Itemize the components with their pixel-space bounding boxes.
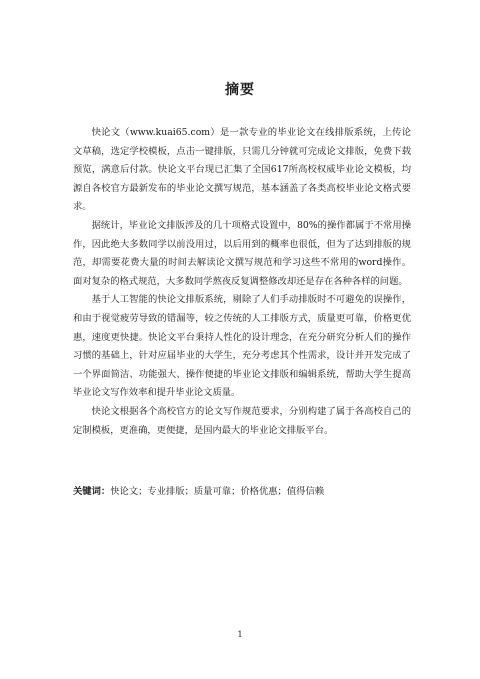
abstract-paragraph-4: 快论文根据各个高校官方的论文写作规范要求，分别构建了属于各高校自己的定制模板，更准确，更便捷，是国内最大的毕业论文排版平台。 [73,405,411,436]
abstract-paragraph-2: 据统计，毕业论文排版涉及的几十项格式设置中，80%的操作都属于不常用操作，因此绝大多数同学以前没用过，以后用到的概率也很低，但为了达到排版的规范，却需要花费大量的时间去解读论文撰写规范和学习这些不常用的word操作。面对复杂的格式规范，大多数同学熬夜反复调整修改却还是存在各种各样的问题。 [73,219,411,287]
abstract-paragraph-1: 快论文（www.kuai65.com）是一款专业的毕业论文在线排版系统，上传论文草稿，选定学校模板，点击一键排版，只需几分钟就可完成论文排版，免费下载预览，满意后付款。快论文平台现已汇集了全国617所高校权威毕业论文模板，均源自各校官方最新发布的毕业论文撰写规范，基本涵盖了各类高校毕业论文格式要求。 [73,127,411,213]
abstract-paragraph-3: 基于人工智能的快论文排版系统，剔除了人们手动排版时不可避免的误操作，和由于视觉疲劳导致的错漏等，较之传统的人工排版方式，质量更可靠，价格更优惠，速度更快捷。快论文平台秉持人性化的设计理念，在充分研究分析人们的操作习惯的基础上，针对应届毕业的大学生，充分考虑其个性需求，设计并开发完成了一个界面简洁、功能强大、操作便捷的毕业论文排版和编辑系统，帮助大学生提高毕业论文写作效率和提升毕业论文质量。 [73,294,411,399]
keywords-text: 快论文；专业排版；质量可靠；价格优惠；值得信赖 [110,486,325,497]
keywords-line [73,483,411,502]
abstract-body [73,124,411,440]
page-number: 1 [237,630,243,639]
abstract-title: 摘要 [225,82,255,98]
keywords-label: 关键词： [73,486,111,497]
